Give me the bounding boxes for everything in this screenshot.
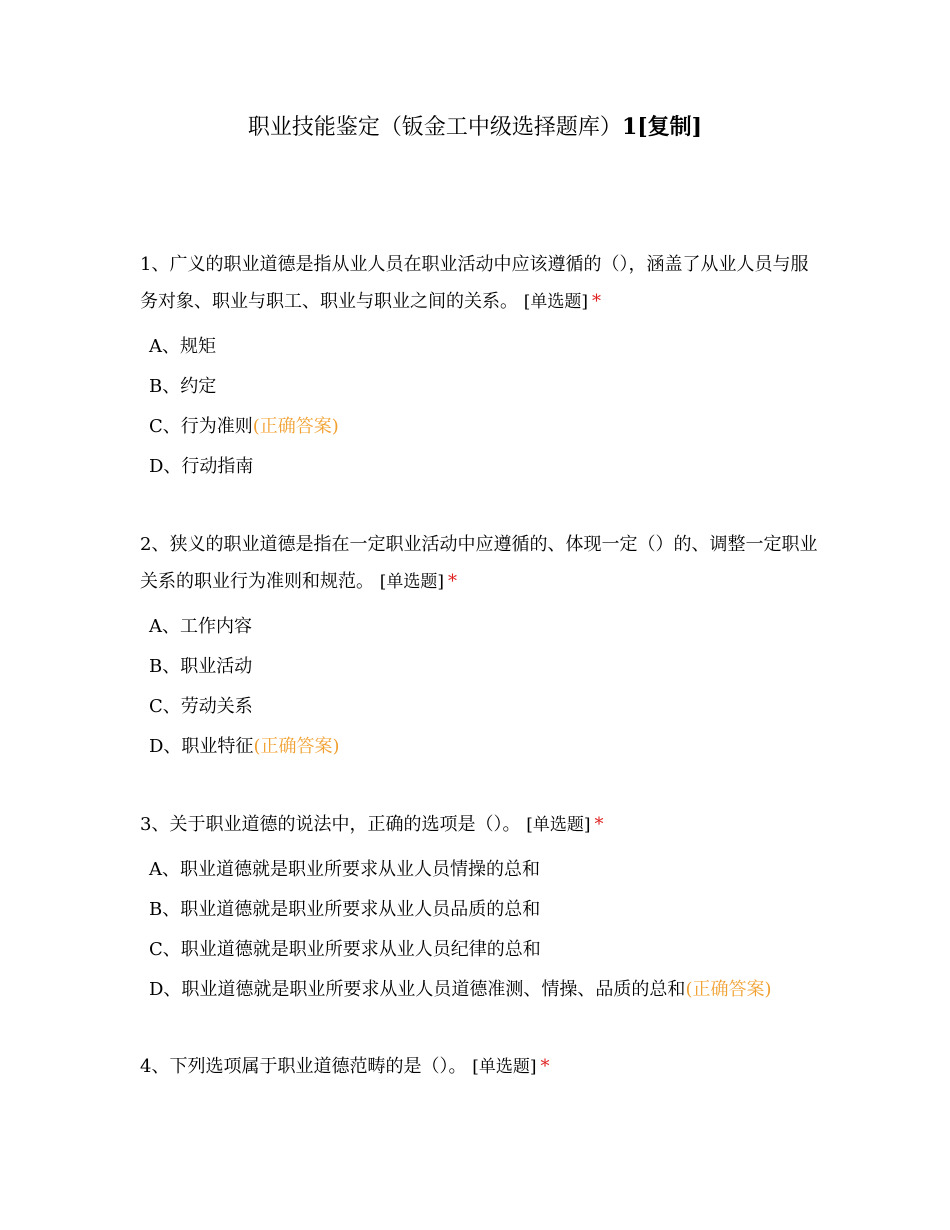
required-marker: * <box>540 1056 550 1077</box>
option-b[interactable]: B、职业活动 <box>149 656 253 677</box>
correct-answer-tag: (正确答案) <box>685 979 772 1000</box>
correct-answer-tag: (正确答案) <box>253 736 340 757</box>
option-c[interactable]: C、行为准则(正确答案) <box>149 416 339 437</box>
page-title <box>0 112 950 143</box>
question-text: 2、狭义的职业道德是指在一定职业活动中应遵循的、体现一定（）的、调整一定职业关系的职业行为准则和规范。 [单选题] * <box>140 534 818 592</box>
question-type-label: [单选题] <box>526 815 591 835</box>
option-a[interactable]: A、职业道德就是职业所要求从业人员情操的总和 <box>149 859 540 880</box>
question-2 <box>140 526 820 767</box>
title-main: 职业技能鉴定（钣金工中级选择题库） <box>247 115 622 140</box>
option-d[interactable]: D、职业特征(正确答案) <box>149 736 340 757</box>
option-d[interactable]: D、行动指南 <box>149 456 254 477</box>
question-text: 3、关于职业道德的说法中，正确的选项是（）。 [单选题] * <box>140 814 604 835</box>
title-suffix: 1[复制] <box>621 114 703 140</box>
option-a[interactable]: A、工作内容 <box>149 616 252 637</box>
question-type-label: [单选题] <box>379 572 444 592</box>
option-list <box>140 607 820 767</box>
question-text: 1、广义的职业道德是指从业人员在职业活动中应该遵循的（），涵盖了从业人员与服务对象、职业与职工、职业与职业之间的关系。 [单选题] * <box>140 254 809 312</box>
question-1 <box>140 246 820 487</box>
correct-answer-tag: (正确答案) <box>252 416 339 437</box>
question-3 <box>140 806 820 1010</box>
option-list <box>140 327 820 487</box>
required-marker: * <box>592 291 601 312</box>
required-marker: * <box>594 814 604 835</box>
required-marker: * <box>448 571 457 592</box>
option-d[interactable]: D、职业道德就是职业所要求从业人员道德准测、情操、品质的总和(正确答案) <box>149 979 772 1000</box>
question-type-label: [单选题] <box>523 292 588 312</box>
option-a[interactable]: A、规矩 <box>149 336 216 357</box>
option-b[interactable]: B、约定 <box>149 376 217 397</box>
option-list <box>140 850 820 1010</box>
question-text: 4、下列选项属于职业道德范畴的是（）。 [单选题] * <box>140 1056 550 1077</box>
option-c[interactable]: C、劳动关系 <box>149 696 253 717</box>
option-b[interactable]: B、职业道德就是职业所要求从业人员品质的总和 <box>149 899 541 920</box>
question-type-label: [单选题] <box>472 1057 537 1077</box>
option-c[interactable]: C、职业道德就是职业所要求从业人员纪律的总和 <box>149 939 541 960</box>
question-4 <box>140 1048 820 1086</box>
